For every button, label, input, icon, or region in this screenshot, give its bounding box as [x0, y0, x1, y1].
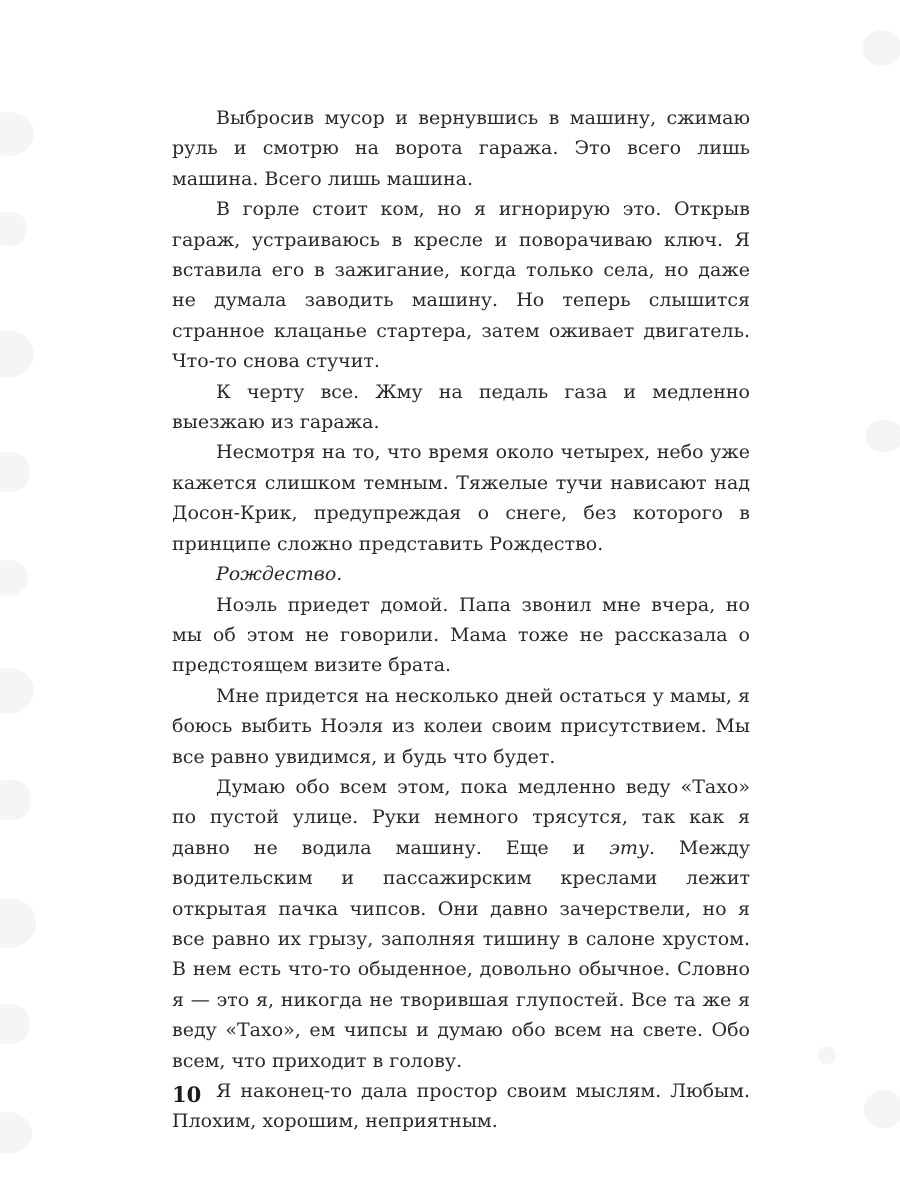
paragraph: Мне придется на несколько дней остаться у мамы, я боюсь выбить Ноэля из колеи своим присутствием. Мы все равно увидимся, и будь что будет.: [172, 684, 750, 768]
decor-shape: [866, 420, 900, 452]
decor-shape: [0, 1004, 30, 1044]
decor-shape: [818, 1046, 836, 1064]
decor-shape: [0, 898, 36, 948]
decor-shape: [0, 1112, 32, 1154]
paragraph-text: Думаю обо всем этом, пока медленно веду «Тахо» по пустой улице. Руки немного трясутся, так как я давно не водила машину. Еще и: [172, 775, 750, 859]
paragraph: В горле стоит ком, но я игнорирую это. Открыв гараж, устраиваюсь в кресле и поворачиваю ключ. Я вставила его в зажигание, когда только села, но даже не думала заводить машину. Но теперь слышится странное клацанье стартера, затем оживает двигатель. Что-то снова стучит.: [172, 198, 750, 373]
italic-text: эту: [609, 836, 649, 859]
decor-shape: [0, 112, 34, 156]
decor-shape: [0, 330, 34, 378]
body-text: [172, 103, 750, 1137]
paragraph-text: . Между водительским и пассажирским креслами лежит открытая пачка чипсов. Они давно зачерствели, но я все равно их грызу, заполняя тишину в салоне хрустом. В нем есть что-то обыденное, довольно обычное. Словно я — это я, никогда не творившая глупостей. Все та же я веду «Тахо», ем чипсы и думаю обо всем на свете. Обо всем, что приходит в голову.: [172, 836, 751, 1072]
decor-shape: [0, 212, 26, 246]
decor-shape: [0, 560, 28, 596]
paragraph: Ноэль приедет домой. Папа звонил мне вчера, но мы об этом не говорили. Мама тоже не рассказала о предстоящем визите брата.: [172, 593, 750, 677]
italic-text: Рождество.: [216, 563, 343, 586]
decor-shape: [0, 668, 34, 714]
paragraph: Выбросив мусор и вернувшись в машину, сжимаю руль и смотрю на ворота гаража. Это всего лишь машина. Всего лишь машина.: [172, 107, 750, 190]
paragraph: [172, 772, 750, 1076]
decor-shape: [864, 1090, 900, 1128]
decor-shape: [862, 30, 900, 66]
decor-shape: [0, 452, 30, 492]
paragraph: Несмотря на то, что время около четырех, небо уже кажется слишком темным. Тяжелые тучи нависают над Досон-Крик, предупреждая о снеге, без которого в принципе сложно представить Рождество.: [172, 441, 750, 555]
decor-shape: [0, 780, 30, 820]
paragraph-italic: [172, 559, 750, 589]
page-number: 10: [172, 1082, 202, 1107]
paragraph: К черту все. Жму на педаль газа и медленно выезжаю из гаража.: [172, 380, 750, 434]
paragraph: Я наконец-то дала простор своим мыслям. Любым. Плохим, хорошим, неприятным.: [172, 1080, 750, 1133]
